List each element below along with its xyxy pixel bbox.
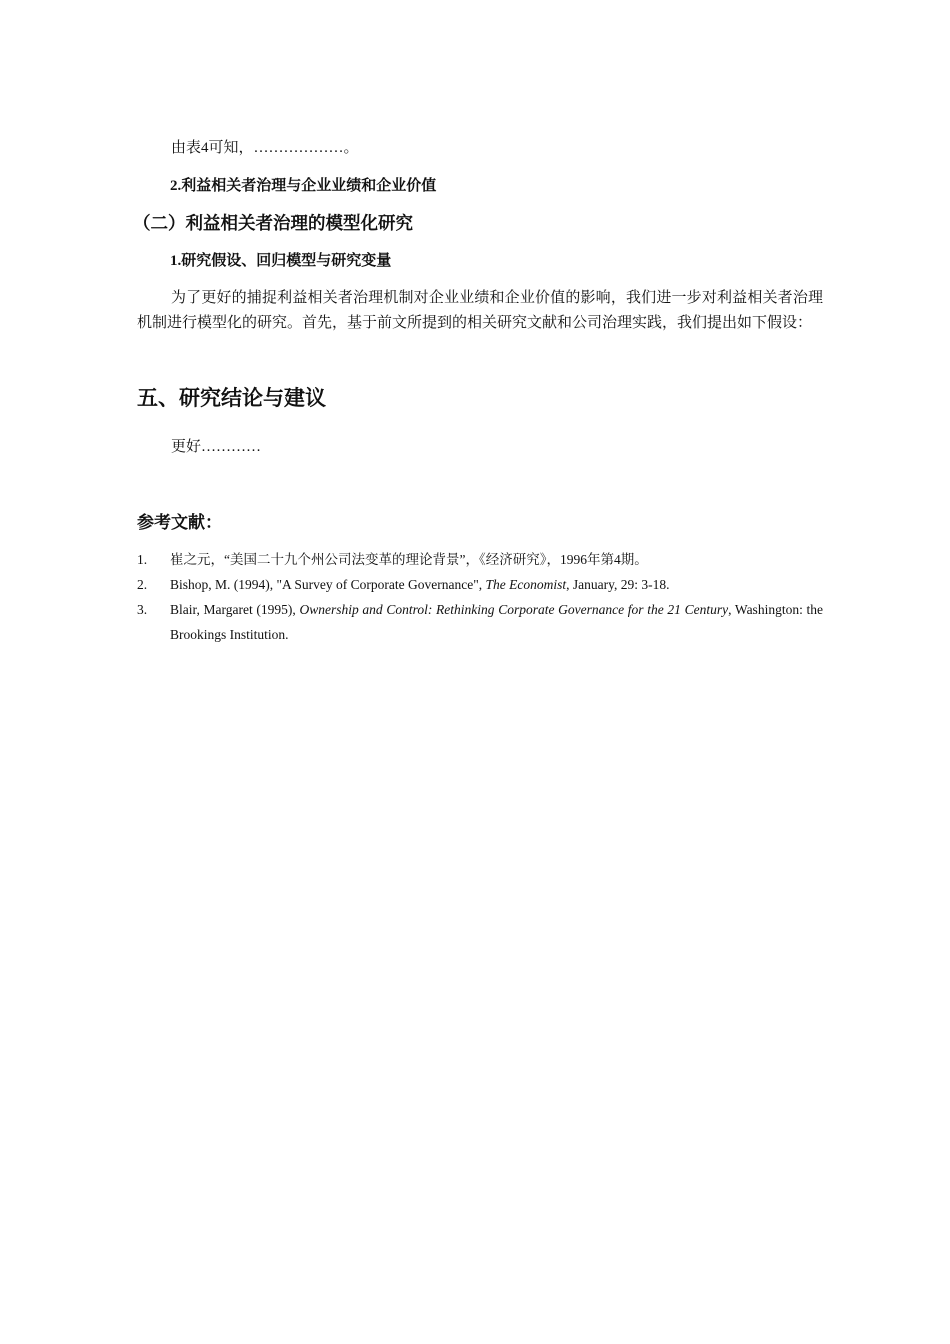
- reference-item-1: [137, 547, 823, 572]
- subheading-performance-value: 2.利益相关者治理与企业业绩和企业价值: [170, 178, 437, 194]
- reference-text-tail: , January, 29: 3-18.: [566, 577, 670, 592]
- section-heading-modeling: （二）利益相关者治理的模型化研究: [133, 214, 413, 234]
- reference-text-tail: , Washington: the Brookings Institution.: [170, 602, 823, 642]
- reference-item-2: [137, 572, 823, 597]
- paragraph-table4-summary: 由表4可知，………………。: [171, 140, 359, 156]
- reference-text: Blair, Margaret (1995),: [170, 602, 300, 617]
- subheading-hypothesis: 1.研究假设、回归模型与研究变量: [170, 253, 392, 269]
- reference-text: 崔之元，“美国二十九个州公司法变革的理论背景”，《经济研究》，1996年第4期。: [170, 552, 648, 567]
- chapter-heading-conclusion: 五、研究结论与建议: [137, 386, 326, 410]
- reference-item-3: [137, 597, 823, 647]
- reference-text: Bishop, M. (1994), "A Survey of Corporate Governance",: [170, 577, 486, 592]
- paragraph-conclusion: 更好…………: [171, 439, 262, 455]
- reference-number: 1.: [137, 552, 148, 567]
- paragraph-hypothesis: 为了更好的捕捉利益相关者治理机制对企业业绩和企业价值的影响，我们进一步对利益相关者治理机制进行模型化的研究。首先，基于前文所提到的相关研究文献和公司治理实践，我们提出如下假设：: [137, 290, 823, 331]
- reference-number: 2.: [137, 577, 148, 592]
- reference-book-title: Ownership and Control: Rethinking Corporate Governance for the 21 Century: [299, 602, 729, 617]
- reference-journal-title: The Economist: [485, 577, 567, 592]
- references-title: 参考文献：: [137, 513, 222, 533]
- references-list: [137, 547, 823, 647]
- reference-number: 3.: [137, 602, 148, 617]
